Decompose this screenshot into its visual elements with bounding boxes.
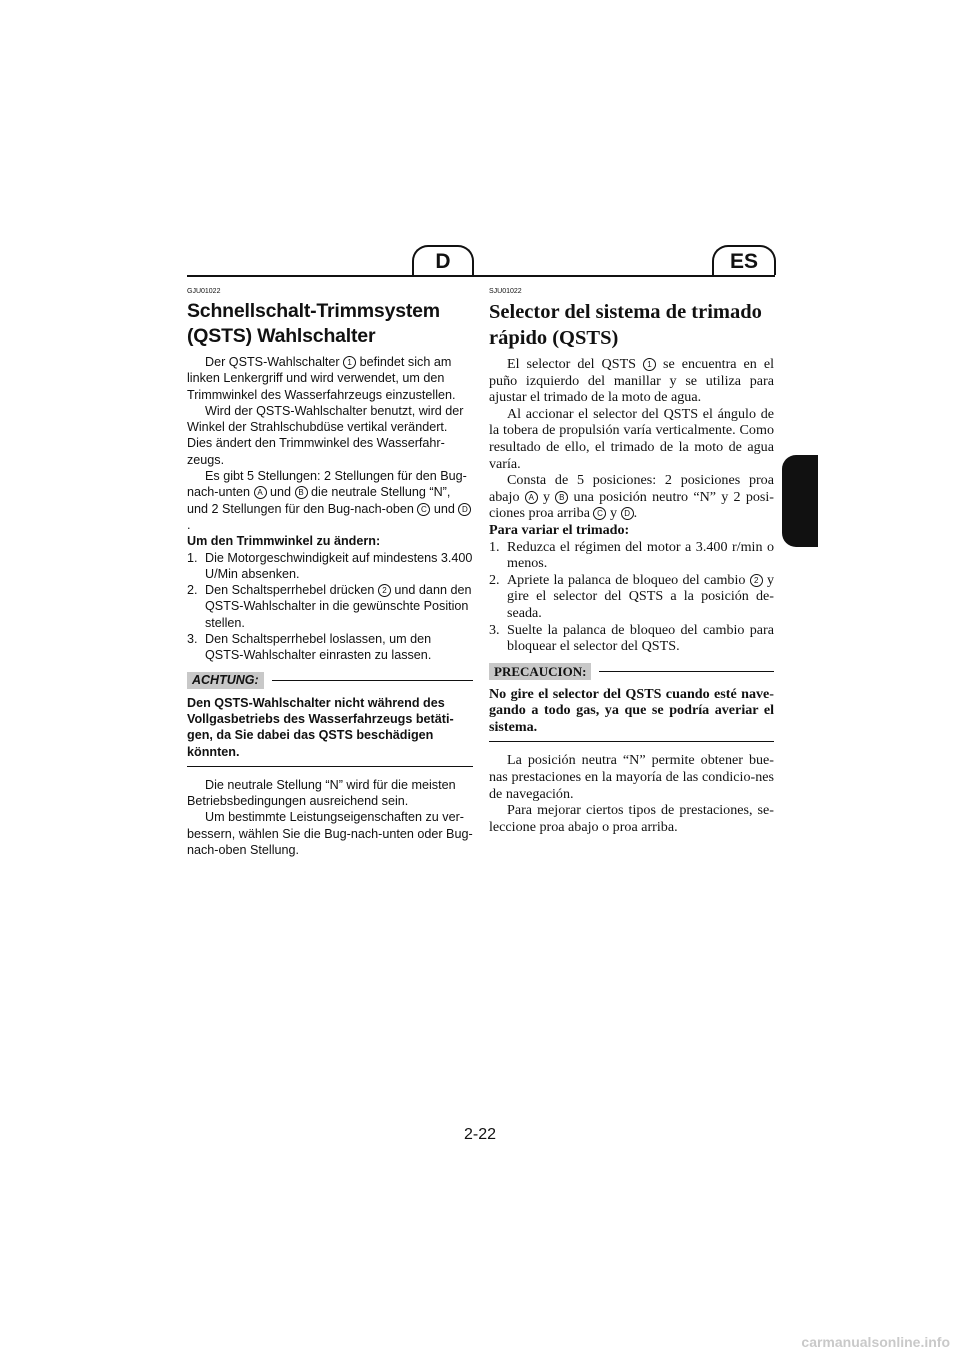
page-number: 2-22: [463, 1126, 497, 1143]
warning-text: No gire el selector del QSTS cuando esté nave-gando a todo gas, ya que se podría averiar el sistema.: [489, 686, 774, 743]
marker-1-icon: 1: [343, 356, 356, 369]
german-column: [187, 285, 473, 858]
list-item: 2. Apriete la palanca de bloqueo del cambio 2 y gire el selector del QSTS a la posición de-seada.: [489, 571, 774, 621]
paragraph-neutral: Die neutrale Stellung “N” wird für die meisten Betriebsbedingungen ausreichend sein.: [187, 777, 456, 809]
marker-1-icon: 1: [643, 358, 656, 371]
warning-label: PRECAUCION:: [489, 663, 591, 680]
warning-header: [489, 663, 774, 680]
section-title: Selector del sistema de trimado rápido (QSTS): [489, 301, 762, 349]
section-code: GJU01022: [187, 288, 221, 295]
marker-c-icon: C: [593, 507, 606, 520]
section-thumb-tab: [782, 455, 818, 547]
list-item: 1. Die Motorgeschwindigkeit auf mindestens 3.400 U/Min absenken.: [187, 550, 473, 581]
section-code: SJU01022: [489, 288, 522, 295]
language-tab-spanish: ES: [712, 245, 776, 275]
list-item: 3. Suelte la palanca de bloqueo del cambio para bloquear el selector del QSTS.: [489, 621, 774, 655]
section-title: Schnellschalt-Trimmsystem (QSTS) Wahlschalter: [187, 300, 440, 347]
paragraph-intro: Der QSTS-Wahlschalter 1 befindet sich am linken Lenkergriff und wird verwendet, um den Trimmwinkel des Wasserfahrzeugs einzustellen.: [187, 355, 456, 402]
marker-b-icon: B: [295, 486, 308, 499]
marker-d-icon: D: [458, 503, 471, 516]
marker-a-icon: A: [525, 491, 538, 504]
language-tab-german: D: [412, 245, 474, 275]
paragraph-positions: Consta de 5 posiciones: 2 posiciones proa abajo A y B una posición neutro “N” y 2 posi-ciones proa arriba C y D .: [489, 472, 775, 522]
marker-c-icon: C: [417, 503, 430, 516]
marker-2-icon: 2: [378, 584, 391, 597]
warning-label: ACHTUNG:: [187, 672, 264, 689]
marker-b-icon: B: [555, 491, 568, 504]
marker-2-icon: 2: [750, 574, 763, 587]
marker-d-icon: D: [621, 507, 634, 520]
warning-header: [187, 672, 473, 689]
paragraph-neutral: La posición neutra “N” permite obtener bue-nas prestaciones en la mayoría de las condicio-nes de navegación.: [489, 752, 774, 802]
spanish-column: [489, 285, 774, 835]
paragraph-function: Wird der QSTS-Wahlschalter benutzt, wird der Winkel der Strahlschubdüse vertikal verändert. Dies ändert den Trimmwinkel des Wasserfahr-zeugs.: [187, 403, 464, 467]
warning-text: Den QSTS-Wahlschalter nicht während des Vollgasbetriebs des Wasserfahrzeugs betäti-gen, da Sie dabei das QSTS beschädigen könnten.: [187, 695, 473, 767]
list-item: 2. Den Schaltsperrhebel drücken 2 und dann den QSTS-Wahlschalter in die gewünschte Position stellen.: [187, 583, 472, 630]
list-item: 3. Den Schaltsperrhebel loslassen, um den QSTS-Wahlschalter einrasten zu lassen.: [187, 632, 432, 663]
paragraph-intro: El selector del QSTS 1 se encuentra en el puño izquierdo del manillar y se utiliza para ajustar el trimado de la moto de agua.: [489, 356, 774, 406]
header-rule: [187, 275, 775, 277]
paragraph-function: Al accionar el selector del QSTS el ángulo de la tobera de propulsión varía verticalmente. Como resultado de ello, el trimado de la moto de agua varía.: [489, 405, 774, 472]
watermark: carmanualsonline.info: [801, 1334, 950, 1350]
paragraph-positions: Es gibt 5 Stellungen: 2 Stellungen für den Bug-nach-unten A und B die neutrale Stellung “N”, und 2 Stellungen für den Bug-nach-oben C und D.: [187, 468, 473, 533]
list-item: 1. Reduzca el régimen del motor a 3.400 r/min o menos.: [489, 538, 774, 572]
paragraph-performance: Para mejorar ciertos tipos de prestaciones, se-leccione proa abajo o proa arriba.: [489, 802, 774, 835]
paragraph-performance: Um bestimmte Leistungseigenschaften zu ver-bessern, wählen Sie die Bug-nach-unten oder Bug- nach-oben Stellung.: [187, 810, 473, 858]
procedure-heading: Um den Trimmwinkel zu ändern:: [187, 534, 381, 549]
procedure-heading: Para variar el trimado:: [489, 521, 630, 538]
marker-a-icon: A: [254, 486, 267, 499]
